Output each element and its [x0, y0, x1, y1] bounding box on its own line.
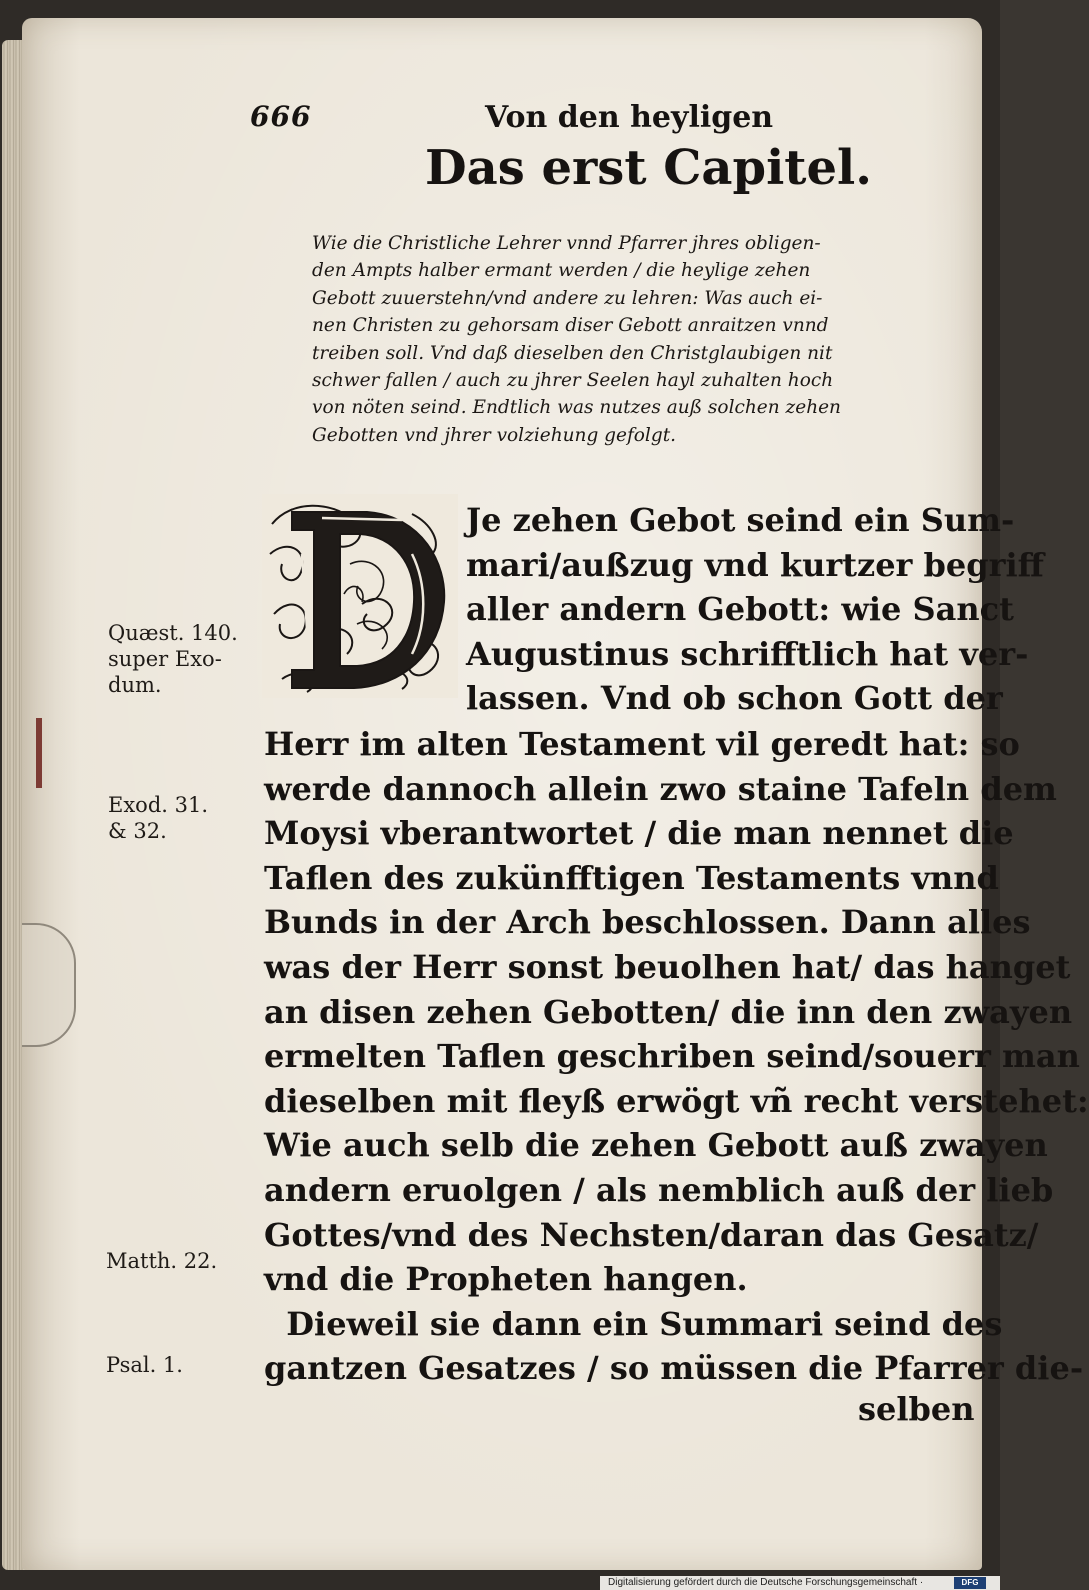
- text-line: Taflen des zukünfftigen Testaments vnnd: [264, 858, 999, 897]
- margin-note-matth: [106, 1248, 217, 1274]
- text-line: Je zehen Gebot seind ein Sum-: [466, 501, 1015, 539]
- summary-line: Gebott zuuerstehn/vnd andere zu lehren: Was auch ei-: [312, 287, 823, 309]
- text-line: gantzen Gesatzes / so müssen die Pfarrer die-: [264, 1349, 1084, 1388]
- text-line: was der Herr sonst beuolhen hat/ das hanget: [264, 947, 1071, 986]
- margin-note-line: Matth. 22.: [106, 1249, 218, 1273]
- margin-note-exod: [108, 792, 208, 844]
- text-line: ermelten Taflen geschriben seind/souerr man: [264, 1037, 1080, 1076]
- text-line: Moysi vberantwortet / die man nennet die: [264, 814, 1014, 853]
- running-title: Von den heyligen: [485, 100, 774, 135]
- summary-line: treiben soll. Vnd daß dieselben den Christglaubigen nit: [312, 342, 833, 364]
- text-line: Herr im alten Testament vil geredt hat: so: [264, 725, 1020, 763]
- text-line: Wie auch selb die zehen Gebott auß zwayen: [264, 1126, 1048, 1165]
- margin-note-quaest: [108, 620, 238, 698]
- margin-note-line: Quæst. 140.: [108, 621, 238, 645]
- text-line: aller andern Gebott: wie Sanct: [466, 590, 1014, 629]
- text-line: Augustinus schrifftlich hat ver-: [466, 634, 1029, 673]
- margin-note-psal: [106, 1352, 183, 1378]
- summary-line: schwer fallen / auch zu jhrer Seelen hayl zuhalten hoch: [312, 369, 834, 391]
- summary-line: nen Christen zu gehorsam diser Gebott anraitzen vnnd: [312, 315, 829, 337]
- text-line: werde dannoch allein zwo staine Tafeln dem: [264, 769, 1057, 808]
- catchword: selben: [858, 1390, 975, 1428]
- chapter-summary: [312, 230, 912, 449]
- bookmark-ribbon: [36, 718, 42, 788]
- margin-note-line: Psal. 1.: [106, 1353, 183, 1377]
- text-line: Dieweil sie dann ein Summari seind des: [264, 1304, 1003, 1343]
- chapter-title: Das erst Capitel.: [425, 140, 872, 196]
- margin-note-line: super Exo-: [108, 647, 222, 671]
- margin-note-line: & 32.: [108, 819, 167, 843]
- page-number: 666: [250, 100, 312, 133]
- body-text: [264, 722, 1089, 1391]
- summary-line: von nöten seind. Endtlich was nutzes auß solchen zehen: [312, 397, 841, 419]
- text-line: lassen. Vnd ob schon Gott der: [466, 679, 1003, 718]
- text-line: Gottes/vnd des Nechsten/daran das Gesatz/: [264, 1215, 1039, 1254]
- page-clip: [22, 923, 76, 1047]
- text-line: Bunds in der Arch beschlossen. Dann alles: [264, 903, 1031, 942]
- dfg-logo: DFG: [954, 1577, 986, 1589]
- text-line: mari/außzug vnd kurtzer begriff: [466, 545, 1044, 584]
- summary-line: den Ampts halber ermant werden / die heylige zehen: [312, 260, 811, 282]
- summary-line: Gebotten vnd jhrer volziehung gefolgt.: [312, 424, 677, 446]
- funding-credit: Digitalisierung gefördert durch die Deutsche Forschungsgemeinschaft ·: [608, 1577, 924, 1588]
- body-text-beside-initial: [466, 498, 1044, 721]
- decorated-initial: [262, 494, 458, 698]
- text-line: andern eruolgen / als nemblich auß der lieb: [264, 1170, 1054, 1209]
- margin-note-line: Exod. 31.: [108, 793, 209, 817]
- text-line: vnd die Propheten hangen.: [264, 1260, 748, 1299]
- running-head: [250, 100, 950, 144]
- margin-note-line: dum.: [108, 673, 162, 697]
- text-line: dieselben mit fleyß erwögt vñ recht verstehet:: [264, 1081, 1089, 1120]
- text-line: an disen zehen Gebotten/ die inn den zwayen: [264, 992, 1073, 1031]
- summary-line: Wie die Christliche Lehrer vnnd Pfarrer jhres obligen-: [312, 233, 821, 254]
